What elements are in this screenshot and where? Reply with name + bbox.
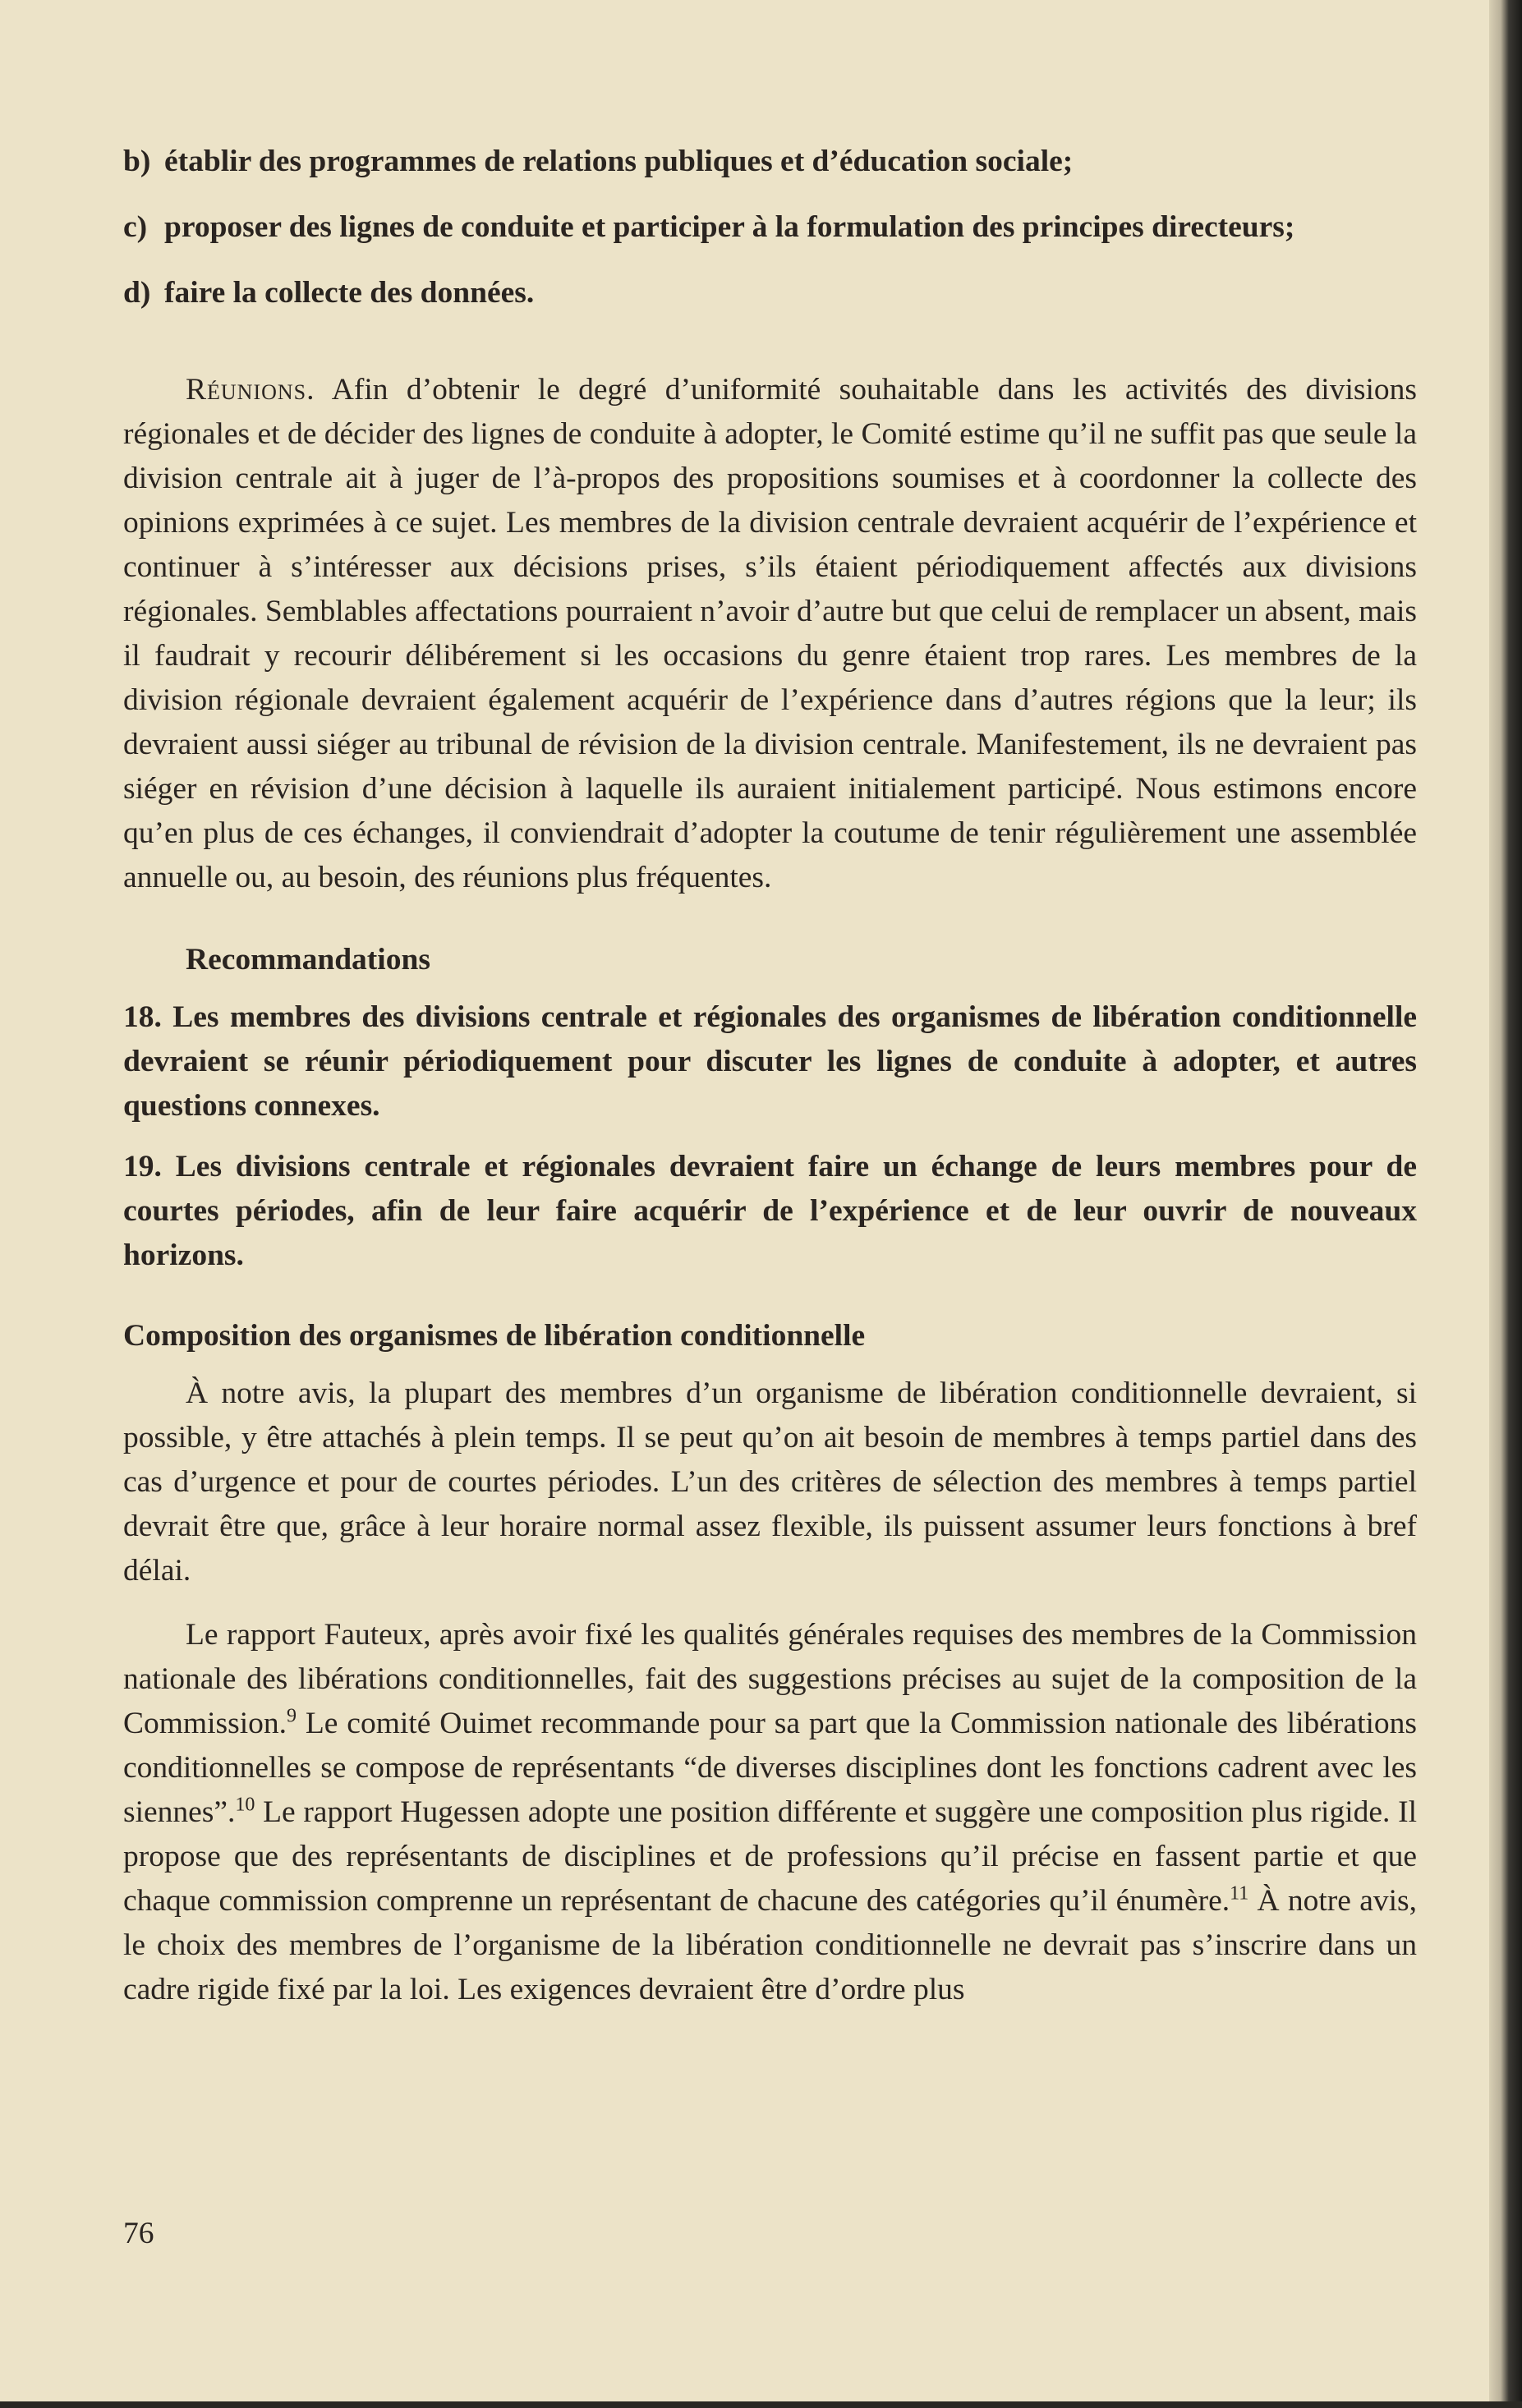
list-text: faire la collecte des données. [164,276,535,310]
page-content [123,140,1417,2032]
recommendation-text: Les membres des divisions centrale et régionales des organismes de libération conditionnelle devraient se réunir périodiquement pour discuter les lignes de conduite à adopter, et autres questions connexes. [123,1000,1418,1123]
list-text: proposer des lignes de conduite et participer à la formulation des principes directeurs; [164,210,1295,244]
paragraph-text: Le rapport Fauteux, après avoir fixé les qualités générales requises des membres de la Commission nationale des libérations conditionnelles, fait des suggestions précises au sujet de la composition de la Commission. [123,1618,1417,1740]
page-bottom-edge [0,2401,1522,2408]
recommandations-heading: Recommandations [186,943,430,977]
reunions-paragraph [123,368,1417,900]
footnote-ref: 11 [1230,1882,1249,1905]
list-item [123,271,1417,315]
list-letter: b) [123,145,151,178]
list-text: établir des programmes de relations publiques et d’éducation sociale; [164,145,1074,178]
page-number: 76 [123,2217,154,2250]
recommendation-19 [123,1145,1417,1278]
recommendation-number: 19. [123,1150,162,1183]
list-item [123,205,1417,250]
composition-paragraph-2 [123,1613,1417,2012]
composition-heading: Composition des organismes de libération conditionnelle [123,1319,866,1353]
footnote-ref: 9 [287,1705,297,1727]
recommendation-text: Les divisions centrale et régionales devraient faire un échange de leurs membres pour de courtes périodes, afin de leur faire acquérir de l’expérience et de leur ouvrir de nouveaux horizons. [123,1150,1417,1272]
recommendation-18 [123,995,1417,1128]
composition-paragraph-1: À notre avis, la plupart des membres d’un organisme de libération conditionnelle devraient, si possible, y être attachés à plein temps. Il se peut qu’on ait besoin de membres à temps partiel dans des cas d’urgence et pour de courtes périodes. L’un des critères de sélection des membres à temps partiel devrait être que, grâce à leur horaire normal assez flexible, ils puissent assumer leurs fonctions à bref délai. [123,1376,1417,1588]
list-item [123,140,1417,184]
paragraph-text: Le comité Ouimet recommande pour sa part que la Commission nationale des libérations conditionnelles se compose de représentants “de diverses disciplines dont les fonctions cadrent avec les siennes”. [123,1707,1417,1829]
reunions-text: Afin d’obtenir le degré d’uniformité souhaitable dans les activités des divisions régionales et de décider des lignes de conduite à adopter, le Comité estime qu’il ne suffit pas que seule la division centrale ait à juger de l’à-propos des propositions soumises et à coordonner la collecte des opinions exprimées à ce sujet. Les membres de la division centrale devraient acquérir de l’expérience et continuer à s’intéresser aux décisions prises, s’ils étaient périodiquement affectés aux divisions régionales. Semblables affectations pourraient n’avoir d’autre but que celui de remplacer un absent, mais il faudrait y recourir délibérement si les occasions du genre étaient trop rares. Les membres de la division régionale devraient également acquérir de l’expérience dans d’autres régions que la leur; ils devraient aussi siéger au tribunal de révision de la division centrale. Manifestement, ils ne devraient pas siéger en révision d’une décision à laquelle ils auraient initialement participé. Nous estimons encore qu’en plus de ces échanges, il conviendrait d’adopter la coutume de tenir régulièrement une assemblée annuelle ou, au besoin, des réunions plus fréquentes. [123,373,1417,894]
recommendation-number: 18. [123,1000,162,1034]
reunions-label: Réunions. [186,373,315,407]
list-letter: c) [123,210,148,244]
paragraph-text: Le rapport Hugessen adopte une position différente et suggère une composition plus rigide. Il propose que des représentants de disciplines et de professions qu’il précise en fassent partie et que chaque commission comprenne un représentant de chacune des catégories qu’il énumère. [123,1795,1417,1918]
paragraph-text: À notre avis, le choix des membres de l’organisme de la libération conditionnelle ne devrait pas s’inscrire dans un cadre rigide fixé par la loi. Les exigences devraient être d’ordre plus [123,1884,1417,2006]
list-letter: d) [123,276,151,310]
footnote-ref: 10 [235,1794,255,1816]
page-edge-shadow [1489,0,1522,2408]
